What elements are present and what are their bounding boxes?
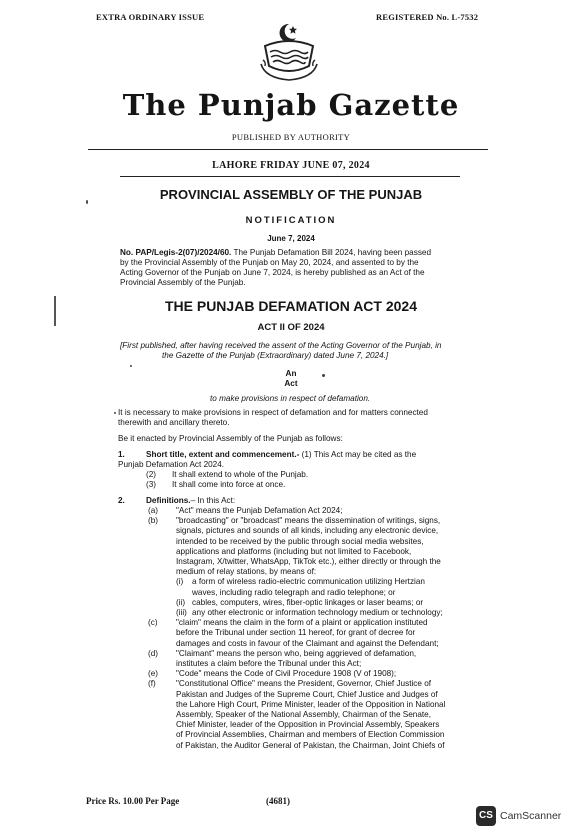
definition-line: Pakistan and Judges of the Supreme Court, Chief Justice and Judges of (176, 689, 438, 699)
section-1-line-2: Punjab Defamation Act 2024. (118, 460, 225, 469)
definition-label: (i) (176, 577, 184, 587)
definition-line: signals, pictures and sounds of all kinds, including any electronic device, (176, 526, 439, 536)
preamble-line-1: It is necessary to make provisions in respect of defamation and for matters connected (118, 408, 428, 417)
preamble-line-2: therewith and ancillary thereto. (118, 418, 230, 427)
dateline-rule (120, 176, 460, 177)
issue-type: EXTRA ORDINARY ISSUE (96, 12, 205, 22)
definition-line: the Lahore High Court, Prime Minister, leader of the Opposition in National (176, 699, 446, 709)
definition-line: medium of relay stations, by means of: (176, 567, 317, 577)
definition-label: (e) (148, 669, 159, 679)
notification-intro-line-1: No. PAP/Legis-2(07)/2024/60. The Punjab Defamation Bill 2024, having been passed (120, 248, 432, 257)
act-number: ACT II OF 2024 (257, 322, 325, 333)
notification-heading: NOTIFICATION (245, 215, 337, 226)
definition-line: "Act" means the Punjab Defamation Act 2024; (176, 506, 343, 515)
scan-speck (86, 200, 88, 204)
definition-line: any other electronic or information technology medium or technology; (192, 608, 443, 617)
definition-line: a form of wireless radio-electric communication utilizing Hertzian (192, 577, 425, 587)
definition-line: of Pakistan, the Auditor General of Pakistan, the Chairman, Joint Chiefs of (176, 740, 445, 750)
page-number: (4681) (266, 796, 290, 806)
reference-number: No. PAP/Legis-2(07)/2024/60. (120, 248, 232, 257)
definition-label: (c) (148, 618, 158, 628)
assembly-heading: PROVINCIAL ASSEMBLY OF THE PUNJAB (159, 187, 423, 202)
section-2-heading-line: Definitions.– In this Act: (146, 496, 236, 505)
definition-label: (b) (148, 516, 159, 526)
definition-label: (a) (148, 506, 159, 515)
enacting-clause: Be it enacted by Provincial Assembly of the Punjab as follows: (118, 434, 343, 443)
definition-label: (ii) (176, 597, 186, 607)
definition-line: Assembly, Speaker of the National Assembly, Chairman of the Senate, (176, 710, 432, 719)
definition-line: "Claimant" means the person who, being aggrieved of defamation, (176, 648, 417, 658)
punjab-emblem-icon (257, 20, 321, 82)
section-1-2-label: (2) (146, 470, 157, 479)
header-rule (88, 149, 488, 150)
section-2-heading: Definitions. (146, 496, 191, 505)
definition-label: (f) (148, 679, 156, 689)
notification-date: June 7, 2024 (267, 234, 315, 243)
act-purpose: to make provisions in respect of defamation. (210, 394, 371, 403)
notification-intro-line-2: by the Provincial Assembly of the Punjab on May 20, 2024, and assented to by the (120, 258, 419, 267)
scan-speck (130, 365, 132, 367)
scan-speck (114, 412, 116, 414)
first-published-line-1: [First published, after having received the assent of the Acting Governor of the Punjab, in (120, 341, 442, 350)
camscanner-logo-icon: CS (476, 806, 496, 826)
definition-line: damages and costs in favour of the Claimant and against the Defendant; (176, 638, 439, 648)
definition-line: institutes a claim before the Tribunal under this Act; (176, 659, 362, 668)
dateline: LAHORE FRIDAY JUNE 07, 2024 (212, 160, 370, 171)
authority-line: PUBLISHED BY AUTHORITY (231, 132, 351, 142)
section-1-2-text: It shall extend to whole of the Punjab. (172, 470, 309, 479)
act-an: An (285, 369, 297, 378)
definition-line: Chief Minister, leader of the Opposition in Provincial Assembly, Speakers (176, 720, 440, 730)
definition-line: applications and platforms (including but not limited to Facebook, (176, 546, 412, 556)
section-1-line: Short title, extent and commencement.- (1) This Act may be cited as the (146, 450, 417, 459)
definition-line: "claim" means the claim in the form of a plaint or application instituted (176, 618, 428, 628)
definition-line: "Code" means the Code of Civil Procedure 1908 (V of 1908); (176, 669, 397, 679)
first-published-line-2: the Gazette of the Punjab (Extraordinary) dated June 7, 2024.] (162, 351, 389, 360)
section-1-heading: Short title, extent and commencement.- (146, 450, 300, 459)
section-1-3-text: It shall come into force at once. (172, 480, 286, 489)
definition-line: of Provincial Assemblies, Chairman and members of Election Commission (176, 730, 445, 740)
section-1-number: 1. (118, 450, 125, 459)
notification-intro-line-3: Acting Governor of the Punjab on June 7, 2024, is hereby published as an Act of the (120, 268, 425, 277)
definition-line: "broadcasting" or "broadcast" means the dissemination of writings, signs, (176, 516, 441, 526)
definition-line: waves, including radio telegraph and radio telephone; or (192, 587, 396, 597)
scan-speck (322, 374, 325, 377)
section-2-number: 2. (118, 496, 125, 505)
definition-line: "Constitutional Office" means the President, Governor, Chief Justice of (176, 679, 432, 689)
definition-label: (d) (148, 648, 159, 658)
definition-line: before the Tribunal under section 11 hereof, for grant of decree for (176, 628, 416, 638)
act-title: THE PUNJAB DEFAMATION ACT 2024 (164, 298, 418, 314)
scan-mark (54, 296, 56, 326)
act-word: Act (284, 379, 298, 388)
section-1-3-label: (3) (146, 480, 157, 489)
definition-line: Instagram, X/twitter, WhatsApp, TikTok etc.), either directly or through the (176, 557, 441, 566)
definition-line: cables, computers, wires, fiber-optic linkages or laser beams; or (192, 597, 424, 607)
definition-label: (iii) (176, 608, 187, 617)
registration-number: REGISTERED No. L-7532 (376, 12, 479, 22)
notification-intro-line-4: Provincial Assembly of the Punjab. (120, 278, 246, 287)
price-per-page: Price Rs. 10.00 Per Page (86, 796, 180, 806)
definition-line: intended to be received by the public through social media websites, (176, 536, 424, 546)
camscanner-label: CamScanner (500, 810, 562, 822)
masthead-title: The Punjab Gazette (122, 88, 460, 122)
